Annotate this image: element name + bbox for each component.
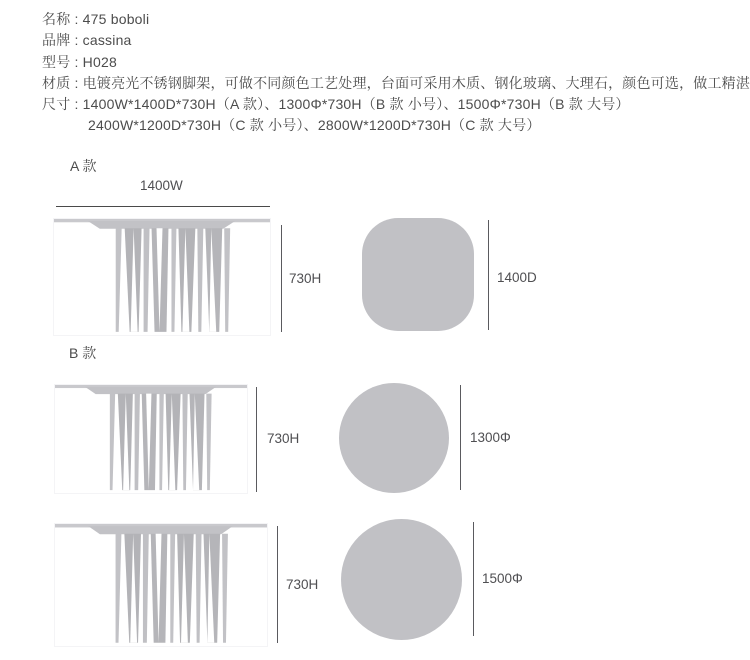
b-small-front-view-drawing [54, 384, 248, 494]
b-small-table-front-graphic [55, 385, 247, 493]
product-spec-block [42, 9, 750, 137]
product-material-line: 材质 : 电镀亮光不锈钢脚架，可做不同颜色工艺处理，台面可采用木质、钢化玻璃、大理石，颜色可选，做工精湛 [42, 74, 750, 91]
a-depth-dim-label: 1400D [497, 270, 537, 285]
b-small-top-view-shape [339, 383, 449, 493]
a-width-dim-line [56, 206, 270, 207]
b-large-diameter-dim-line [473, 522, 474, 636]
b-large-height-dim-label: 730H [286, 577, 319, 592]
product-sizes-line-1: 尺寸 : 1400W*1400D*730H（A 款）、1300Φ*730H（B 款 小号）、1500Φ*730H（B 款 大号） [42, 96, 630, 113]
a-depth-dim-line [488, 220, 489, 330]
product-brand-line: 品牌 : cassina [42, 32, 132, 49]
a-top-view-shape [362, 218, 474, 331]
product-name-line: 名称 : 475 boboli [42, 11, 150, 27]
a-table-front-graphic [54, 219, 270, 335]
b-small-height-dim-label: 730H [267, 431, 300, 446]
product-model-line: 型号 : H028 [42, 53, 117, 70]
b-large-top-view-shape [341, 519, 462, 640]
b-small-diameter-dim-label: 1300Φ [470, 430, 511, 445]
a-height-dim-label: 730H [289, 271, 322, 286]
b-small-diameter-dim-line [460, 385, 461, 490]
section-b-label: B 款 [69, 345, 97, 361]
b-large-table-front-graphic [55, 524, 267, 646]
b-large-diameter-dim-label: 1500Φ [482, 571, 523, 586]
a-front-view-drawing [53, 218, 271, 336]
a-height-dim-line [281, 225, 282, 332]
section-a-label: A 款 [70, 158, 97, 174]
b-large-front-view-drawing [54, 523, 268, 647]
product-sizes-line-2: 2400W*1200D*730H（C 款 小号）、2800W*1200D*730H（C 款 大号） [88, 117, 541, 134]
b-large-height-dim-line [277, 526, 278, 643]
b-small-height-dim-line [256, 387, 257, 492]
a-width-dim-label: 1400W [140, 178, 183, 193]
